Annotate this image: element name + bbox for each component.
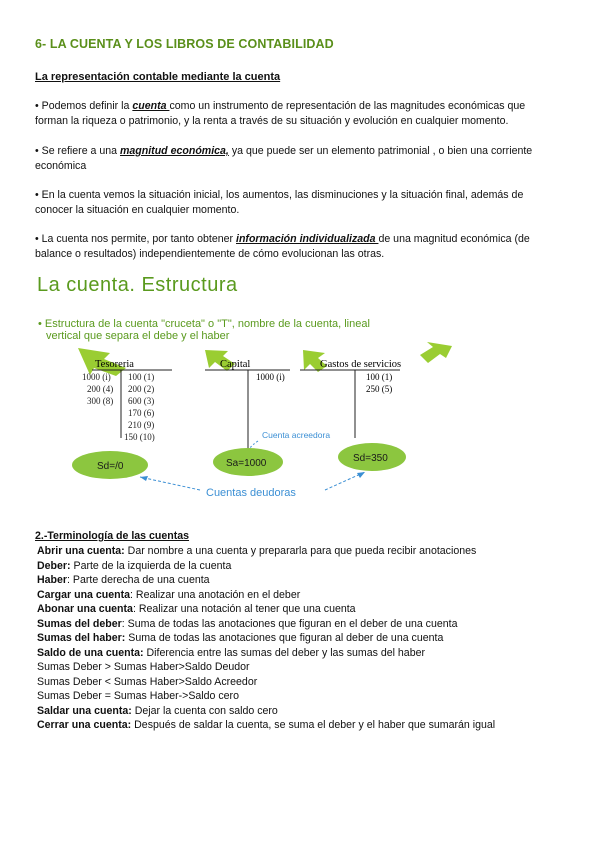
balance-label-2: Sa=1000 (226, 458, 267, 469)
tesoreria-label: Tesoreria (95, 359, 134, 370)
paragraph-1: • Podemos definir la cuenta como un instrumento de representación de las magnitudes económicas que forman la riqueza o patrimonio, y la renta a través de su situación y evolución en cualquier momento. (35, 100, 526, 127)
tesoreria-haber-0: 100 (1) (128, 372, 155, 382)
arrow-icon-right (420, 342, 452, 363)
tesoreria-haber-2: 600 (3) (128, 396, 155, 406)
figure-bullet-line-2: vertical que separa el debe y el haber (46, 330, 230, 342)
term-line: Saldo de una cuenta: Diferencia entre las sumas del deber y las sumas del haber (37, 646, 426, 659)
term-line: Sumas del deber: Suma de todas las anotaciones que figuran en el deber de una cuenta (37, 617, 458, 630)
term-line: Saldar una cuenta: Dejar la cuenta con saldo cero (37, 704, 278, 717)
paragraph-3: • En la cuenta vemos la situación inicial, los aumentos, las disminuciones y la situación final, además de conocer la situación en cualquier momento. (35, 189, 524, 216)
tesoreria-haber-5: 150 (10) (124, 432, 155, 442)
page-title: 6- LA CUENTA Y LOS LIBROS DE CONTABILIDAD (35, 37, 334, 51)
balance-label-1: Sd=/0 (97, 461, 124, 472)
term-line: Sumas Deber < Sumas Haber>Saldo Acreedor (37, 675, 258, 688)
paragraph-2: • Se refiere a una magnitud económica, ya que puede ser un elemento patrimonial , o bien una corriente económica (35, 145, 533, 172)
gastos-debe-1: 250 (5) (366, 384, 393, 394)
term-line: Sumas del haber: Suma de todas las anotaciones que figuran al deber de una cuenta (37, 632, 444, 644)
terminology-title: 2.-Terminología de las cuentas (35, 530, 190, 542)
tesoreria-debe-2: 300 (8) (87, 396, 114, 406)
paragraph-4: • La cuenta nos permite, por tanto obtener información individualizada de una magnitud económica (de balance o resultados) independientemente de cómo evolucionan las otras. (35, 233, 530, 260)
account-structure-figure (0, 300, 600, 510)
tesoreria-debe-1: 200 (4) (87, 384, 114, 394)
term-line: Sumas Deber = Sumas Haber->Saldo cero (37, 690, 239, 702)
term-line: Sumas Deber > Sumas Haber>Saldo Deudor (37, 661, 250, 673)
figure-bullet-line-1: • Estructura de la cuenta "cruceta" o "T", nombre de la cuenta, lineal (38, 318, 370, 330)
term-line: Haber: Parte derecha de una cuenta (37, 574, 210, 586)
capital-label: Capital (220, 359, 251, 370)
label-cuentas-deudoras: Cuentas deudoras (206, 487, 296, 499)
term-line: Cerrar una cuenta: Después de saldar la cuenta, se suma el deber y el haber que sumarán igual (37, 719, 496, 731)
term-line: Deber: Parte de la izquierda de la cuenta (37, 559, 232, 572)
label-cuenta-acreedora: Cuenta acreedora (262, 430, 331, 440)
section-subheading: La representación contable mediante la cuenta (35, 71, 281, 83)
capital-haber-0: 1000 (i) (256, 372, 285, 382)
term-line: Abrir una cuenta: Dar nombre a una cuenta y prepararla para que pueda recibir anotaciones (37, 545, 477, 557)
figure-title: La cuenta. Estructura (37, 274, 238, 296)
tesoreria-haber-3: 170 (6) (128, 408, 155, 418)
tesoreria-debe-0: 1000 (i) (82, 372, 111, 382)
gastos-debe-0: 100 (1) (366, 372, 393, 382)
term-line: Abonar una cuenta: Realizar una notación al tener que una cuenta (37, 603, 356, 615)
tesoreria-haber-1: 200 (2) (128, 384, 155, 394)
term-line: Cargar una cuenta: Realizar una anotación en el deber (37, 588, 301, 601)
gastos-label: Gastos de servicios (320, 359, 402, 370)
balance-label-3: Sd=350 (353, 453, 388, 464)
terminology-list (37, 544, 577, 733)
tesoreria-haber-4: 210 (9) (128, 420, 155, 430)
